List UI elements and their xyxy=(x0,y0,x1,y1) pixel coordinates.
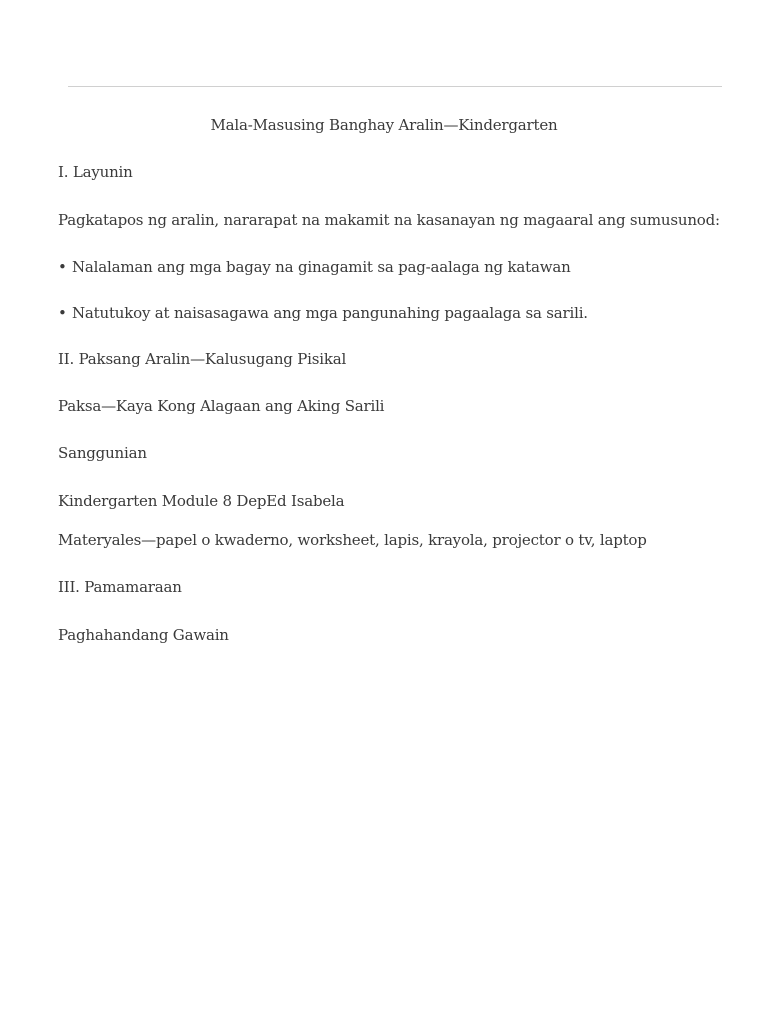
section-heading-layunin: I. Layunin xyxy=(58,163,133,181)
bullet-icon: • xyxy=(58,258,67,276)
references-heading: Sanggunian xyxy=(58,444,147,462)
section-heading-pamamaraan: III. Pamamaraan xyxy=(58,578,182,596)
document-title: Mala-Masusing Banghay Aralin—Kindergarten xyxy=(210,116,558,134)
topic-line: Paksa—Kaya Kong Alagaan ang Aking Sarili xyxy=(58,397,385,415)
bullet-icon: • xyxy=(58,304,67,322)
objective-text: Natutukoy at naisasagawa ang mga pangunahing pagaalaga sa sarili. xyxy=(72,304,588,322)
objectives-intro: Pagkatapos ng aralin, nararapat na makamit na kasanayan ng magaaral ang sumusunod: xyxy=(58,211,720,229)
materials-line: Materyales—papel o kwaderno, worksheet, lapis, krayola, projector o tv, laptop xyxy=(58,531,647,549)
top-divider xyxy=(68,86,722,87)
objective-item-1 xyxy=(58,257,571,277)
section-heading-paksang-aralin: II. Paksang Aralin—Kalusugang Pisikal xyxy=(58,350,347,368)
objective-item-2 xyxy=(58,303,588,323)
objective-text: Nalalaman ang mga bagay na ginagamit sa pag-aalaga ng katawan xyxy=(72,258,571,276)
references-line: Kindergarten Module 8 DepEd Isabela xyxy=(58,492,345,510)
subsection-heading-paghahandang-gawain: Paghahandang Gawain xyxy=(58,626,229,644)
